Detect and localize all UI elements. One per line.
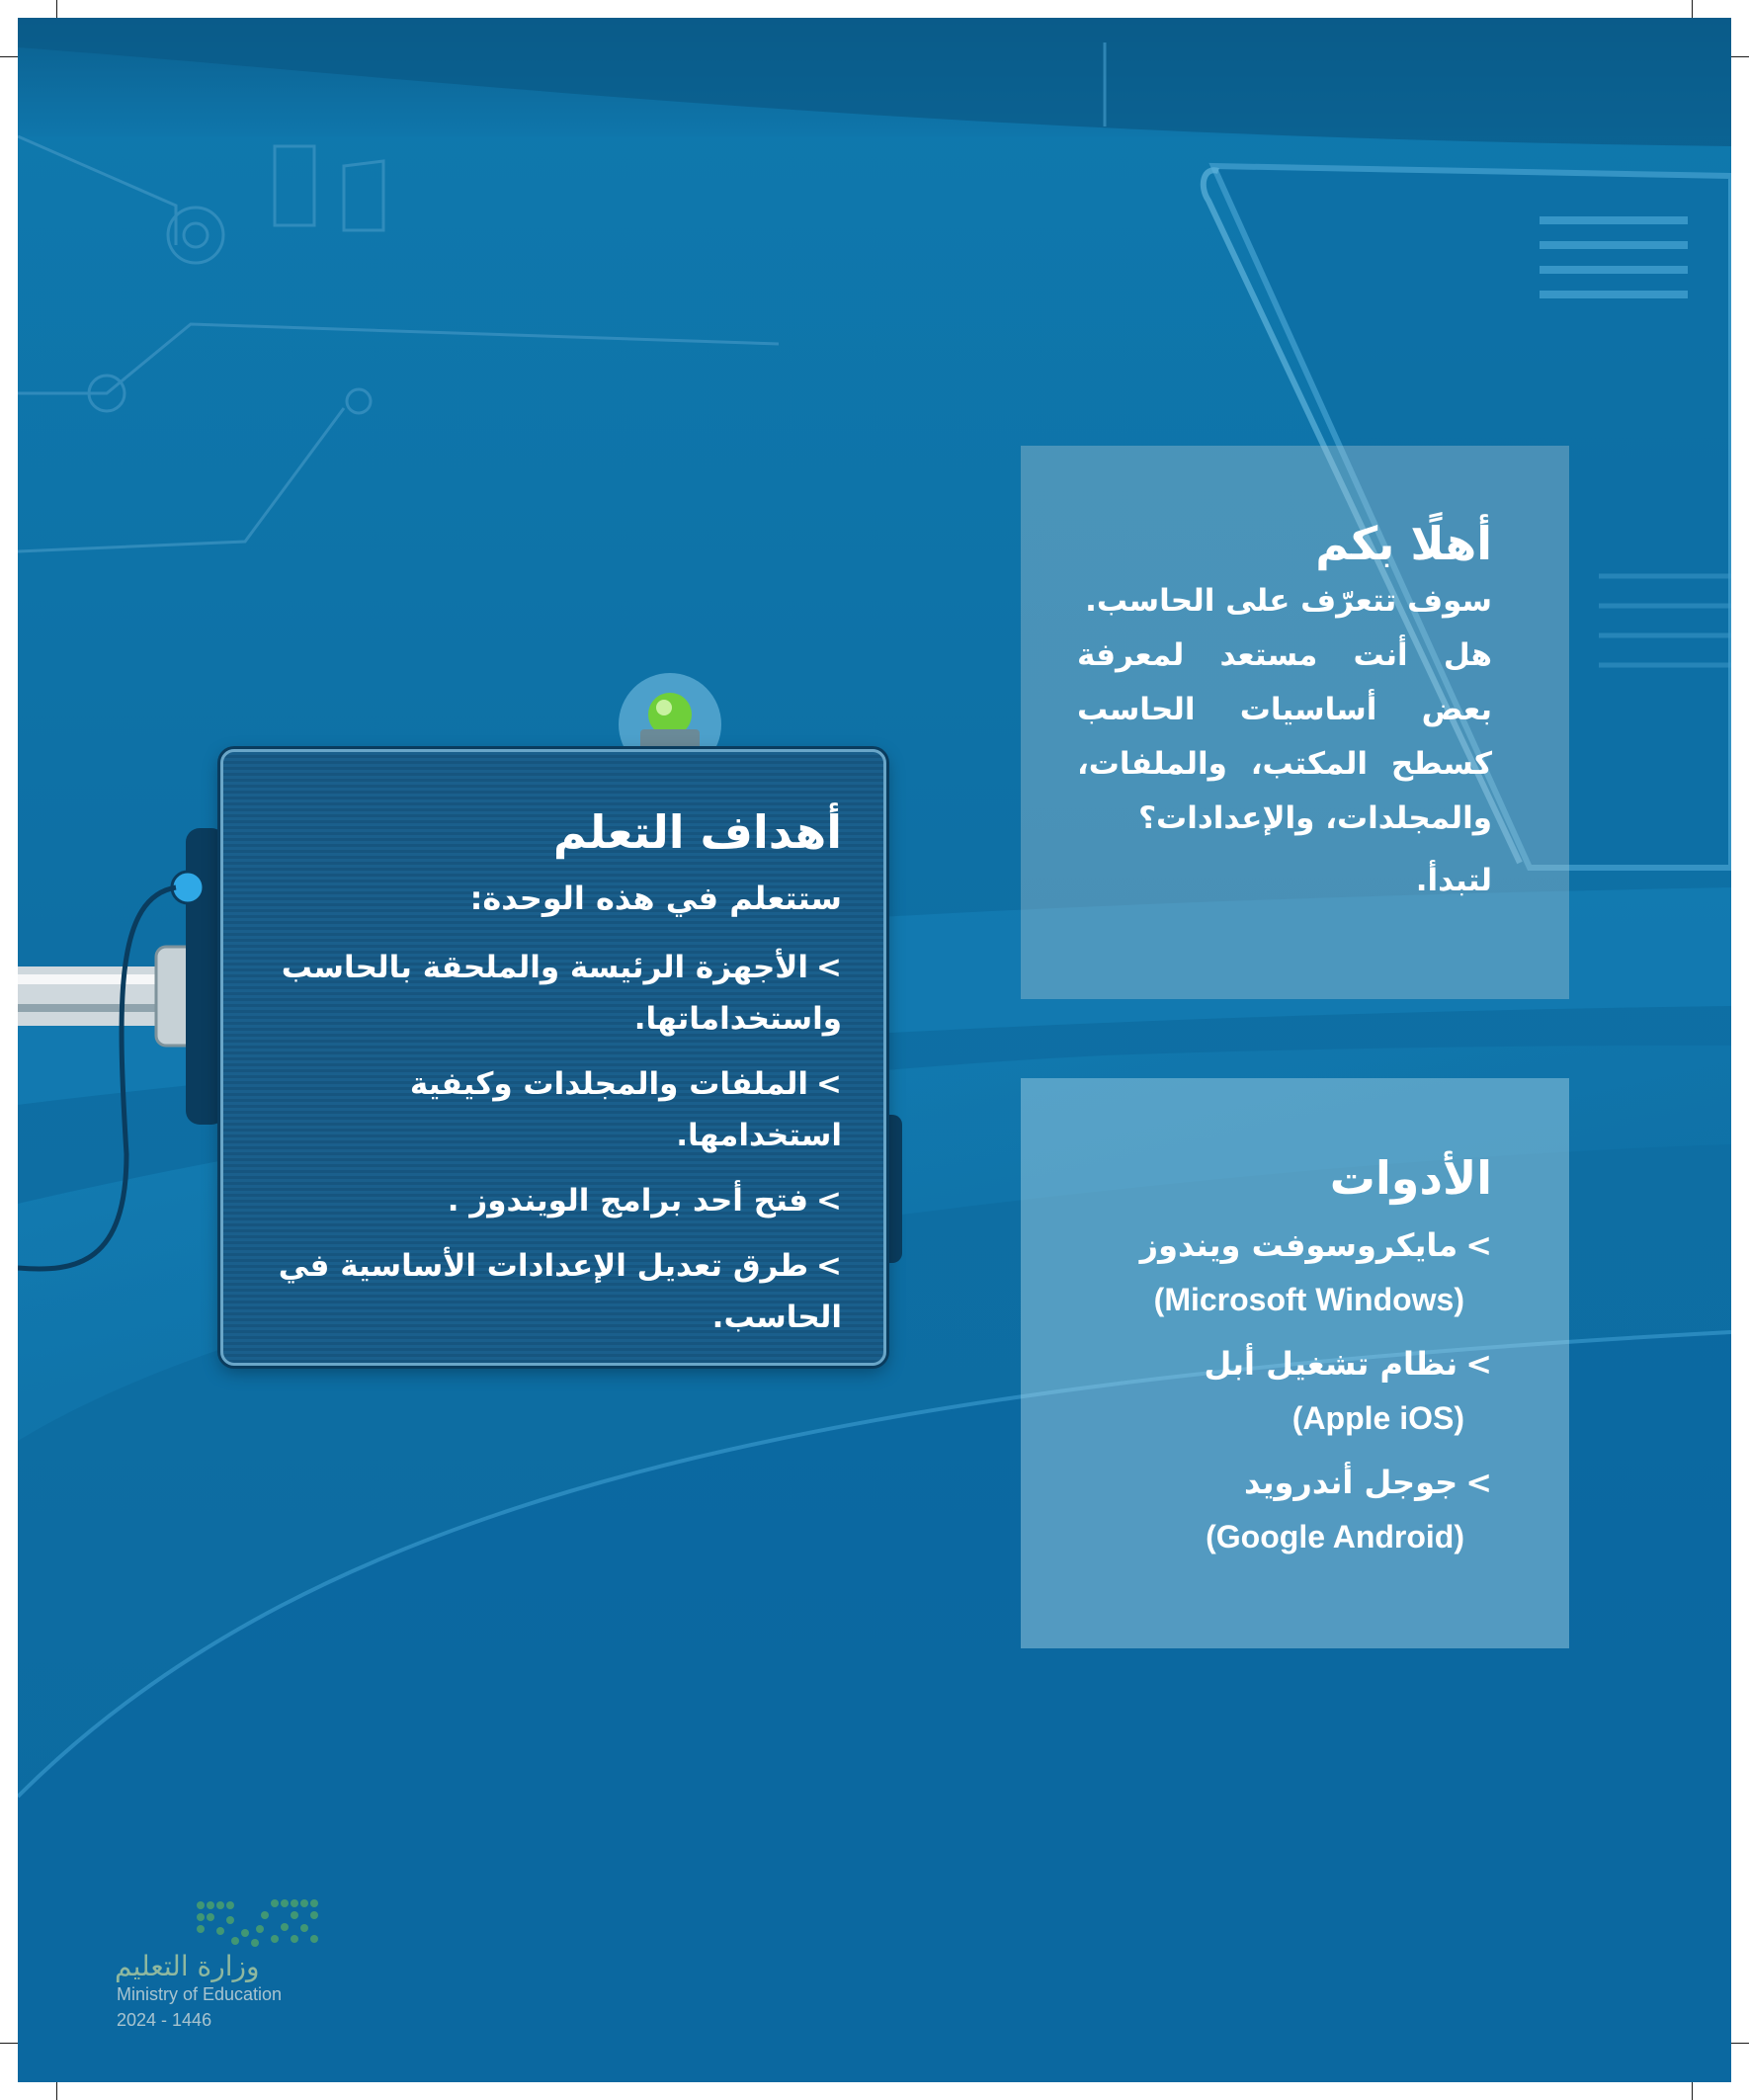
welcome-question: هل أنت مستعد لمعرفة بعض أساسيات الحاسب كسطح المكتب، والملفات، والمجلدات، والإعدادات؟ [1077,637,1492,836]
tool-english-name: (Microsoft Windows) [1153,1282,1464,1317]
tools-box [1021,1078,1569,1648]
objective-item: >الأجهزة الرئيسة والملحقة بالحاسب واستخداماتها. [281,950,842,1037]
tool-item: >مايكروسوفت ويندوز (Microsoft Windows) [1057,1218,1492,1327]
tool-item: >جوجل أندرويد (Google Android) [1057,1456,1492,1564]
learning-objectives-panel [220,749,886,1366]
welcome-title: أهلًا بكم [1315,517,1492,570]
bullet-chevron-icon: > [1465,1464,1492,1501]
objective-item: >فتح أحد برامج الويندوز . [447,1183,842,1218]
tools-title: الأدوات [1329,1151,1492,1205]
bullet-chevron-icon: > [816,1248,842,1284]
bullet-chevron-icon: > [816,950,842,985]
bullet-chevron-icon: > [816,1066,842,1102]
tool-item: >نظام تشغيل أبل (Apple iOS) [1057,1337,1492,1446]
page [18,18,1731,2082]
objectives-subtitle: ستتعلم في هذه الوحدة: [469,880,842,917]
welcome-cta: لتبدأ. [1415,863,1492,898]
welcome-intro: سوف تتعرّف على الحاسب. [1085,583,1492,619]
objectives-title: أهداف التعلم [552,805,842,859]
tool-english-name: (Apple iOS) [1291,1400,1464,1436]
objective-item: >طرق تعديل الإعدادات الأساسية في الحاسب. [278,1248,842,1335]
tool-english-name: (Google Android) [1206,1519,1464,1554]
ministry-name-en: Ministry of Education [117,1984,283,2004]
bullet-chevron-icon: > [1465,1226,1492,1264]
ministry-year: 2024 - 1446 [117,2010,212,2030]
objective-item: >الملفات والمجلدات وكيفية استخدامها. [409,1066,842,1153]
bullet-chevron-icon: > [816,1183,842,1218]
ministry-name-ar: وزارة التعليم [115,1950,260,1982]
welcome-box [1021,446,1569,999]
bullet-chevron-icon: > [1465,1345,1492,1383]
